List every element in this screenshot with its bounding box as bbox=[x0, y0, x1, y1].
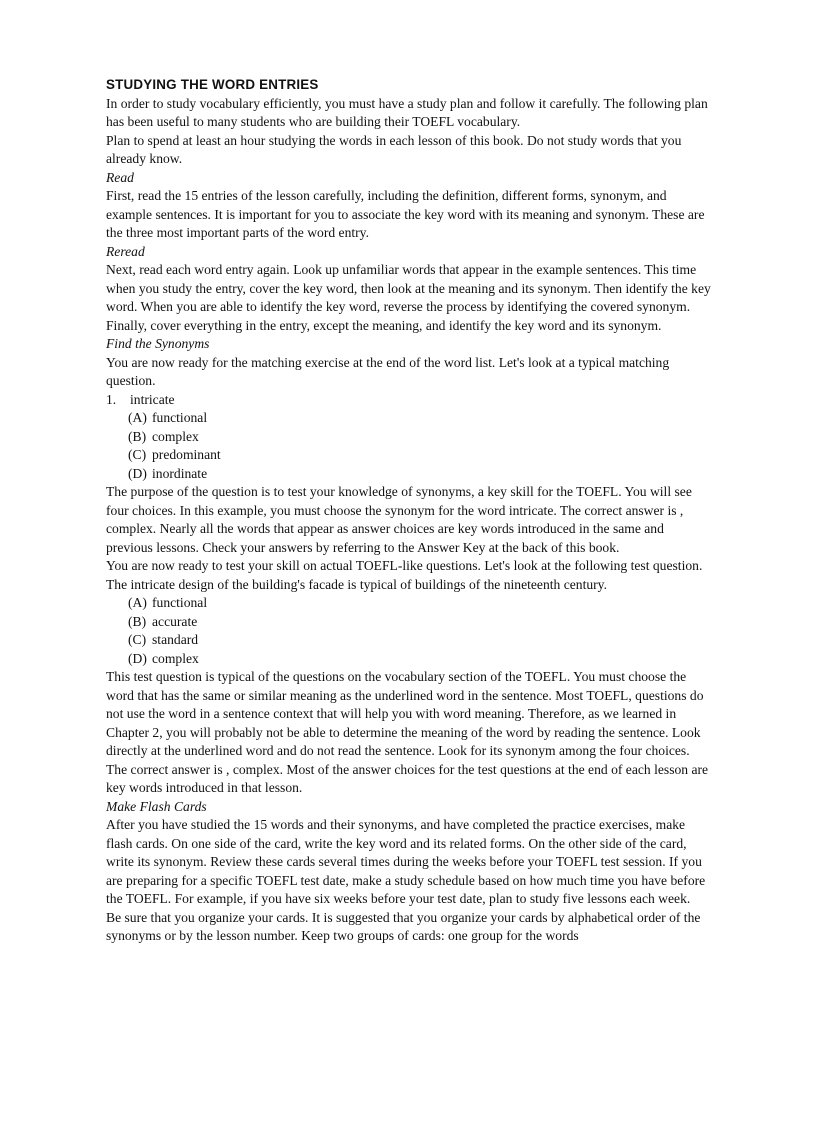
question-word: intricate bbox=[130, 391, 175, 407]
flash-subheading: Make Flash Cards bbox=[106, 798, 207, 814]
synonyms-paragraph: You are now ready for the matching exercise at the end of the word list. Let's look at a typical matching question. bbox=[106, 354, 670, 388]
choice-text: functional bbox=[152, 595, 208, 610]
choice-item bbox=[128, 465, 712, 484]
choice-item bbox=[128, 428, 712, 447]
document-page bbox=[106, 76, 712, 946]
matching-question bbox=[106, 391, 712, 410]
choice-text: complex bbox=[152, 428, 199, 444]
read-subheading: Read bbox=[106, 169, 134, 185]
choice-text: predominant bbox=[152, 447, 221, 462]
organize-paragraph: Be sure that you organize your cards. It is suggested that you organize your cards by alphabetical order of the synonyms or by the lesson number. Keep two groups of cards: one group for the words bbox=[106, 909, 701, 943]
choice-item bbox=[128, 446, 712, 465]
choice-item bbox=[128, 594, 712, 613]
choice-text: accurate bbox=[152, 613, 198, 629]
ready-paragraph: You are now ready to test your skill on actual TOEFL-like questions. Let's look at the following test question. bbox=[106, 558, 703, 573]
choice-letter: (C) bbox=[128, 447, 147, 462]
intro-paragraph: In order to study vocabulary efficiently, you must have a study plan and follow it carefully. The following plan has been useful to many students who are building their TOEFL vocabulary. bbox=[106, 95, 708, 129]
choice-item bbox=[128, 631, 712, 650]
reread-paragraph: Next, read each word entry again. Look up unfamiliar words that appear in the example sentences. This time when you study the entry, cover the key word, then look at the meaning and its synonym. Then identify the key word. When you are able to identify the key word, reverse the process by identifying the covered synonym. Finally, cover everything in the entry, except the meaning, and identify the key word and its synonym. bbox=[106, 262, 711, 333]
choice-letter: (D) bbox=[128, 465, 147, 481]
choice-letter: (A) bbox=[128, 595, 147, 610]
plan-paragraph: Plan to spend at least an hour studying the words in each lesson of this book. Do not study words that you already know. bbox=[106, 132, 682, 166]
read-paragraph: First, read the 15 entries of the lesson carefully, including the definition, different forms, synonym, and example sentences. It is important for you to associate the key word with its meaning and synonym. These are the three most important parts of the word entry. bbox=[106, 188, 705, 240]
choice-letter: (A) bbox=[128, 410, 147, 425]
reread-subheading: Reread bbox=[106, 243, 145, 259]
choice-letter: (B) bbox=[128, 428, 147, 444]
choice-text: inordinate bbox=[152, 465, 208, 481]
question-number: 1. bbox=[106, 391, 117, 407]
choice-letter: (D) bbox=[128, 650, 147, 666]
choice-text: functional bbox=[152, 410, 208, 425]
choice-item bbox=[128, 650, 712, 669]
flash-paragraph: After you have studied the 15 words and their synonyms, and have completed the practice exercises, make flash cards. On one side of the card, write the key word and its related forms. On the other side of the card, write its synonym. Review these cards several times during the weeks before your TOEFL test session. If you are preparing for a specific TOEFL test date, make a study schedule based on how much time you have before the TOEFL. For example, if you have six weeks before your test date, plan to study five lessons each week. bbox=[106, 817, 706, 906]
choice-item bbox=[128, 613, 712, 632]
choice-item bbox=[128, 409, 712, 428]
choice-text: standard bbox=[152, 632, 199, 647]
synonyms-subheading: Find the Synonyms bbox=[106, 336, 210, 351]
choice-letter: (B) bbox=[128, 613, 147, 629]
choice-text: complex bbox=[152, 650, 199, 666]
test-choices bbox=[128, 594, 712, 668]
matching-choices bbox=[128, 409, 712, 483]
test-sentence: The intricate design of the building's facade is typical of buildings of the nineteenth century. bbox=[106, 576, 607, 592]
purpose-paragraph: The purpose of the question is to test your knowledge of synonyms, a key skill for the TOEFL. You will see four choices. In this example, you must choose the synonym for the word intricate. The correct answer is , complex. Nearly all the words that appear as answer choices are key words introduced in the same and previous lessons. Check your answers by referring to the Answer Key at the back of this book. bbox=[106, 484, 692, 555]
choice-letter: (C) bbox=[128, 632, 147, 647]
explanation-paragraph: This test question is typical of the questions on the vocabulary section of the TOEFL. You must choose the word that has the same or similar meaning as the underlined word in the sentence. Most TOEFL, questions do not use the word in a sentence context that will help you with word meaning. Therefore, as we learned in Chapter 2, you will probably not be able to determine the meaning of the word by reading the sentence. Look directly at the underlined word and do not read the sentence. Look for its synonym among the four choices. The correct answer is , complex. Most of the answer choices for the test questions at the end of each lesson are key words introduced in that lesson. bbox=[106, 669, 709, 795]
section-heading: STUDYING THE WORD ENTRIES bbox=[106, 77, 319, 92]
